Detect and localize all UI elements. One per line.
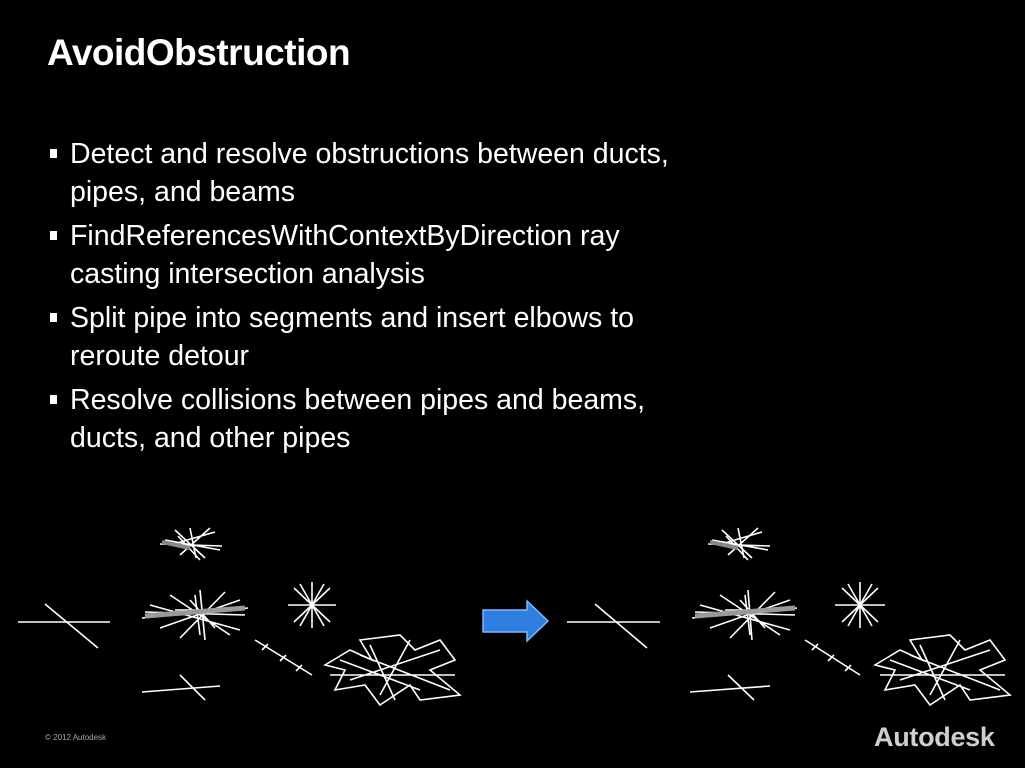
bullet-item: [50, 217, 690, 293]
bullet-text: FindReferencesWithContextByDirection ray casting intersection analysis: [70, 220, 620, 290]
bullet-text: Resolve collisions between pipes and beams, ducts, and other pipes: [70, 384, 646, 454]
autodesk-logo: Autodesk: [874, 722, 995, 752]
central-cluster: [692, 590, 797, 640]
diagonal-pipe: [805, 640, 860, 675]
copyright-notice: © 2012 Autodesk: [45, 733, 107, 742]
diagonal-pipe: [255, 640, 312, 675]
top-cluster: [708, 528, 770, 560]
central-cluster: [142, 590, 248, 640]
bottom-crossing: [142, 675, 220, 700]
square-bullet-icon: [50, 395, 57, 404]
slide-title: AvoidObstruction: [47, 32, 351, 73]
square-bullet-icon: [50, 149, 57, 158]
bullet-list: [50, 135, 690, 463]
top-cluster: [160, 528, 222, 560]
before-after-illustration: [0, 500, 1025, 730]
right-arrow-icon: [483, 601, 548, 641]
bullet-text: Split pipe into segments and insert elbows to reroute detour: [70, 302, 634, 372]
left-crossing: [567, 604, 660, 648]
tangled-cluster: [325, 635, 460, 705]
square-bullet-icon: [50, 313, 57, 322]
after-model: [567, 528, 1010, 705]
bullet-item: [50, 381, 690, 457]
bullet-text: Detect and resolve obstructions between ducts, pipes, and beams: [70, 138, 669, 208]
star-burst: [835, 582, 885, 628]
before-model: [18, 528, 460, 705]
square-bullet-icon: [50, 231, 57, 240]
bottom-crossing: [690, 675, 770, 700]
left-crossing: [18, 604, 110, 648]
bullet-item: [50, 135, 690, 211]
star-burst: [288, 582, 336, 628]
tangled-cluster: [875, 635, 1010, 705]
bullet-item: [50, 299, 690, 375]
